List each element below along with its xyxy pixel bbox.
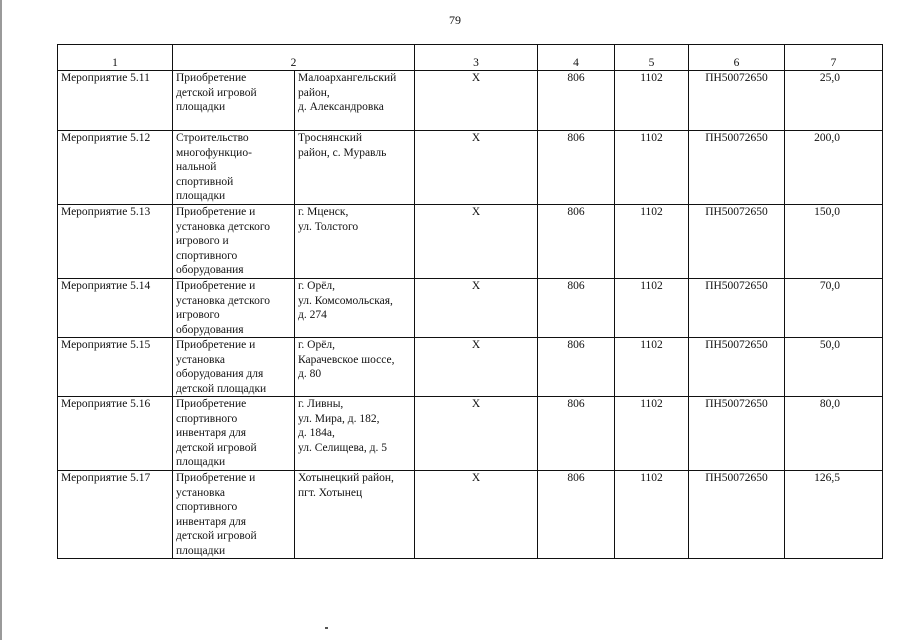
event-cell: Мероприятие 5.11 [58, 71, 173, 131]
col4-cell: 806 [538, 71, 615, 131]
event-cell: Мероприятие 5.12 [58, 131, 173, 205]
table-row [58, 338, 883, 397]
col6-cell: ПН50072650 [689, 71, 785, 131]
budget-table [57, 44, 883, 559]
col6-cell: ПН50072650 [689, 131, 785, 205]
table-row [58, 205, 883, 279]
col6-cell: ПН50072650 [689, 338, 785, 397]
col3-cell: Х [415, 71, 538, 131]
table-row [58, 279, 883, 338]
col3-cell: Х [415, 471, 538, 559]
name-cell: Приобретение детской игровой площадки [173, 71, 295, 131]
location-cell: Троснянский район, с. Муравль [295, 131, 415, 205]
col6-cell: ПН50072650 [689, 471, 785, 559]
header-col-5: 5 [615, 45, 689, 71]
col5-cell: 1102 [615, 71, 689, 131]
col3-cell: Х [415, 279, 538, 338]
header-col-6: 6 [689, 45, 785, 71]
col5-cell: 1102 [615, 279, 689, 338]
header-col-3: 3 [415, 45, 538, 71]
event-cell: Мероприятие 5.15 [58, 338, 173, 397]
name-cell: Приобретение и установка детского игрового оборудования [173, 279, 295, 338]
col4-cell: 806 [538, 279, 615, 338]
location-cell: г. Мценск, ул. Толстого [295, 205, 415, 279]
col4-cell: 806 [538, 205, 615, 279]
event-cell: Мероприятие 5.14 [58, 279, 173, 338]
col3-cell: Х [415, 338, 538, 397]
col4-cell: 806 [538, 397, 615, 471]
name-cell: Приобретение и установка спортивного инвентаря для детской игровой площадки [173, 471, 295, 559]
header-col-7: 7 [785, 45, 883, 71]
scan-speck [325, 627, 328, 629]
col5-cell: 1102 [615, 205, 689, 279]
header-col-4: 4 [538, 45, 615, 71]
name-cell: Приобретение и установка детского игрового и спортивного оборудования [173, 205, 295, 279]
col6-cell: ПН50072650 [689, 397, 785, 471]
table-row [58, 131, 883, 205]
table-row [58, 397, 883, 471]
col4-cell: 806 [538, 471, 615, 559]
col7-cell: 126,5 [785, 471, 883, 559]
table-row [58, 71, 883, 131]
col4-cell: 806 [538, 338, 615, 397]
location-cell: Хотынецкий район, пгт. Хотынец [295, 471, 415, 559]
col6-cell: ПН50072650 [689, 279, 785, 338]
col7-cell: 50,0 [785, 338, 883, 397]
name-cell: Строительство многофункцио- нальной спортивной площадки [173, 131, 295, 205]
location-cell: г. Орёл, ул. Комсомольская, д. 274 [295, 279, 415, 338]
event-cell: Мероприятие 5.13 [58, 205, 173, 279]
col7-cell: 150,0 [785, 205, 883, 279]
col7-cell: 80,0 [785, 397, 883, 471]
name-cell: Приобретение спортивного инвентаря для детской игровой площадки [173, 397, 295, 471]
header-col-2: 2 [173, 45, 415, 71]
header-col-1: 1 [58, 45, 173, 71]
location-cell: г. Орёл, Карачевское шоссе, д. 80 [295, 338, 415, 397]
location-cell: г. Ливны, ул. Мира, д. 182, д. 184а, ул. Селищева, д. 5 [295, 397, 415, 471]
location-cell: Малоархангельский район, д. Александровка [295, 71, 415, 131]
col3-cell: Х [415, 397, 538, 471]
col5-cell: 1102 [615, 338, 689, 397]
col7-cell: 200,0 [785, 131, 883, 205]
table-header-row [58, 45, 883, 71]
col7-cell: 70,0 [785, 279, 883, 338]
event-cell: Мероприятие 5.17 [58, 471, 173, 559]
table-row [58, 471, 883, 559]
name-cell: Приобретение и установка оборудования для детской площадки [173, 338, 295, 397]
col6-cell: ПН50072650 [689, 205, 785, 279]
col5-cell: 1102 [615, 471, 689, 559]
col3-cell: Х [415, 205, 538, 279]
page-number: 79 [449, 13, 461, 27]
col3-cell: Х [415, 131, 538, 205]
col5-cell: 1102 [615, 131, 689, 205]
event-cell: Мероприятие 5.16 [58, 397, 173, 471]
col5-cell: 1102 [615, 397, 689, 471]
col4-cell: 806 [538, 131, 615, 205]
scan-margin-line [0, 0, 2, 640]
col7-cell: 25,0 [785, 71, 883, 131]
